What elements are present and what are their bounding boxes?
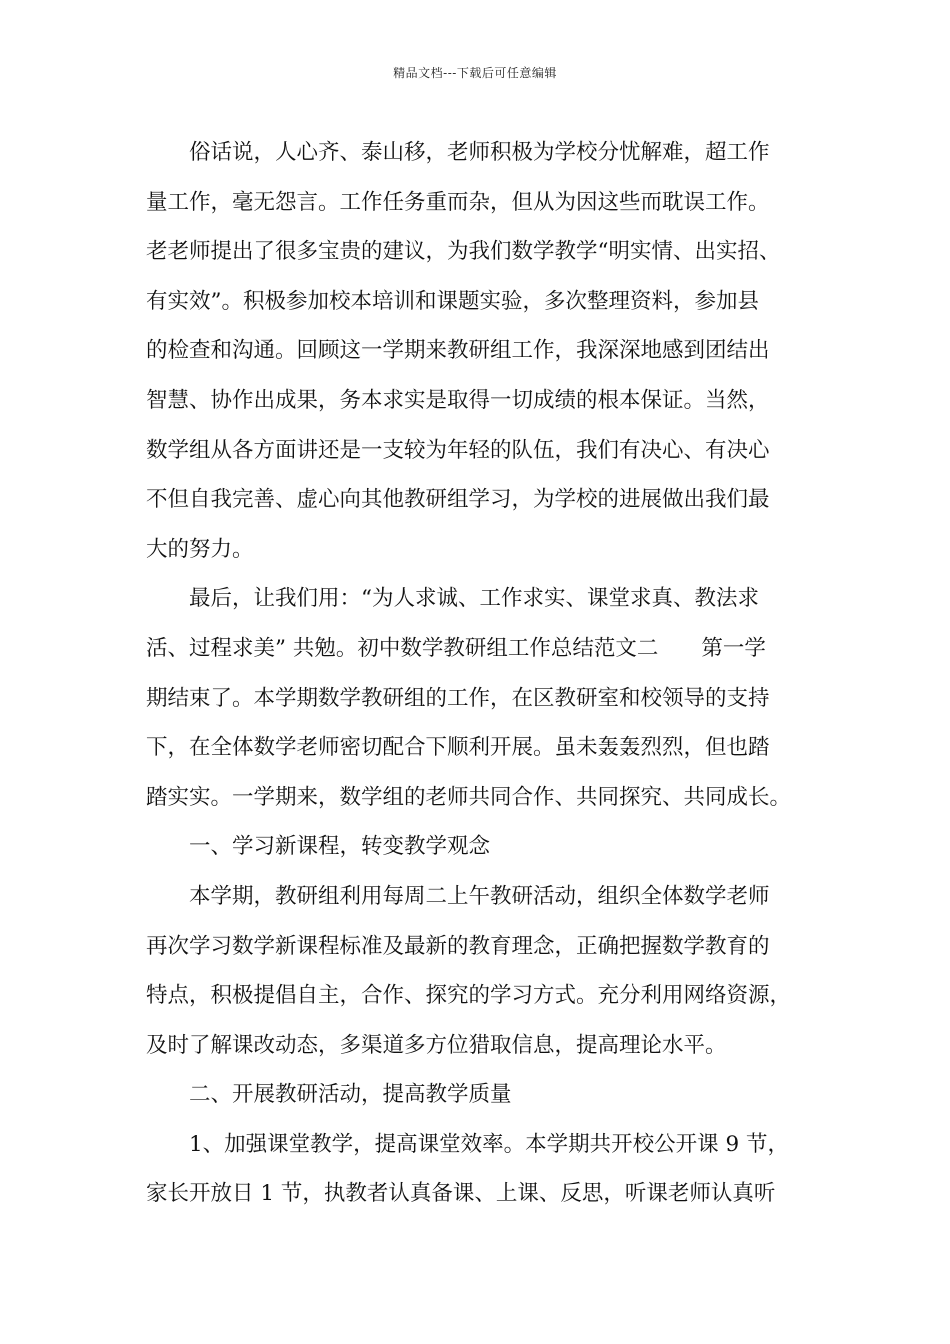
text-line: 的检查和沟通。回顾这一学期来教研组工作，我深深地感到团结出 xyxy=(146,338,770,364)
text-line: 1、加强课堂教学，提高课堂效率。本学期共开校公开课 9 节， xyxy=(189,1131,790,1157)
text-line: 最后，让我们用：“为人求诚、工作求实、课堂求真、教法求 xyxy=(189,586,759,612)
text-line: 活、过程求美” 共勉。初中数学教研组工作总结范文二 第一学 xyxy=(146,635,766,661)
text-line: 及时了解课改动态，多渠道多方位猎取信息，提高理论水平。 xyxy=(146,1032,727,1058)
text-line: 量工作，毫无怨言。工作任务重而杂，但从为因这些而耽误工作。 xyxy=(146,189,770,215)
section-heading: 一、学习新课程，转变教学观念 xyxy=(189,834,491,860)
text-line: 大的努力。 xyxy=(146,536,254,562)
text-line: 下，在全体数学老师密切配合下顺利开展。虽未轰轰烈烈，但也踏 xyxy=(146,735,770,761)
page-header: 精品文档---下载后可任意编辑 xyxy=(393,66,557,80)
text-line: 期结束了。本学期数学教研组的工作，在区教研室和校领导的支持 xyxy=(146,685,770,711)
text-line: 踏实实。一学期来，数学组的老师共同合作、共同探究、共同成长。 xyxy=(146,784,792,810)
text-line: 老老师提出了很多宝贵的建议，为我们数学教学“明实情、出实招、 xyxy=(146,239,781,265)
text-line: 智慧、协作出成果，务本求实是取得一切成绩的根本保证。当然， xyxy=(146,387,770,413)
text-line: 再次学习数学新课程标准及最新的教育理念，正确把握数学教育的 xyxy=(146,933,770,959)
text-line: 数学组从各方面讲还是一支较为年轻的队伍，我们有决心、有决心 xyxy=(146,437,770,463)
text-line: 特点，积极提倡自主，合作、探究的学习方式。充分利用网络资源， xyxy=(146,983,792,1009)
text-line: 俗话说，人心齐、泰山移，老师积极为学校分忧解难，超工作 xyxy=(189,140,770,165)
section-heading: 二、开展教研活动，提高教学质量 xyxy=(189,1082,512,1108)
text-line: 本学期，教研组利用每周二上午教研活动，组织全体数学老师 xyxy=(189,883,770,909)
text-line: 家长开放日 1 节，执教者认真备课、上课、反思，听课老师认真听 xyxy=(146,1181,776,1207)
document-body xyxy=(146,128,836,1219)
text-line: 不但自我完善、虚心向其他教研组学习，为学校的进展做出我们最 xyxy=(146,487,770,513)
text-line: 有实效”。积极参加校本培训和课题实验，多次整理资料，参加县 xyxy=(146,288,759,314)
